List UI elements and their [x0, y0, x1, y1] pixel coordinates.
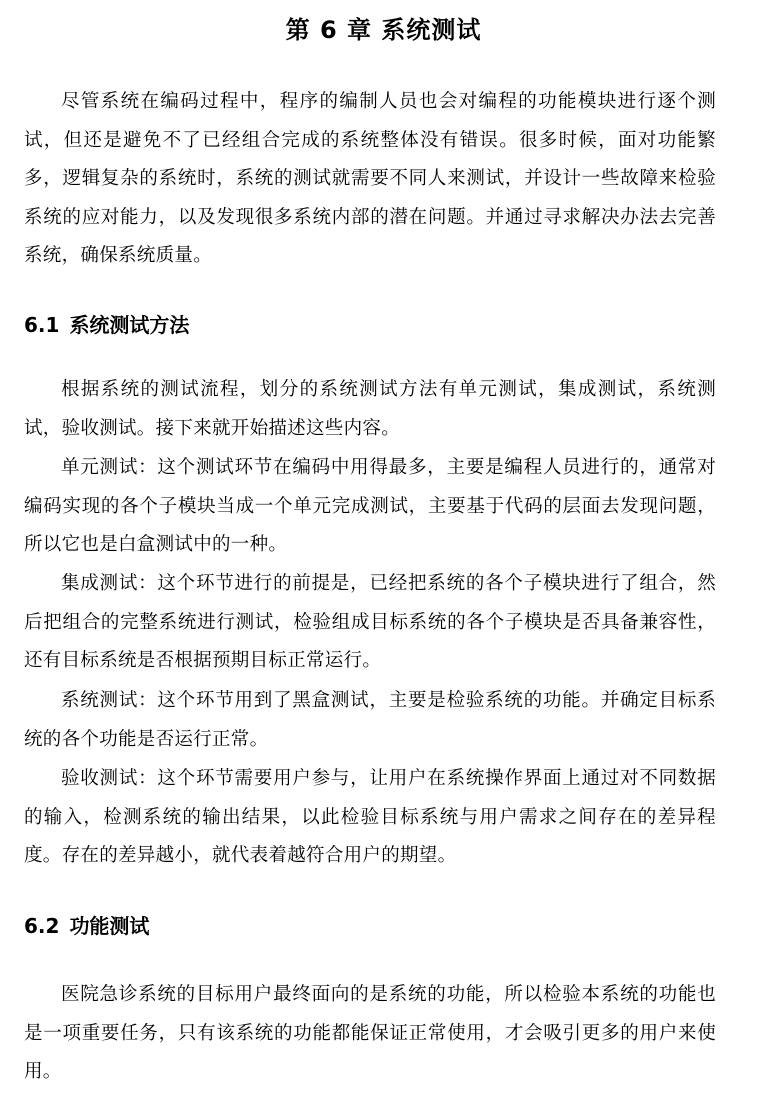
paragraph-unit-testing: 单元测试：这个测试环节在编码中用得最多，主要是编程人员进行的，通常对编码实现的各个子模块当成一个单元完成测试，主要基于代码的层面去发现问题，所以它也是白盒测试中的一种。: [24, 457, 716, 555]
paragraph-acceptance-testing: 验收测试：这个环节需要用户参与，让用户在系统操作界面上通过对不同数据的输入，检测系统的输出结果，以此检验目标系统与用户需求之间存在的差异程度。存在的差异越小，就代表着越符合用户的期望。: [24, 768, 716, 866]
chapter-title: 第 6 章 系统测试: [285, 16, 482, 44]
section-title: 功能测试: [69, 914, 150, 938]
section-heading-6-2: [24, 911, 149, 941]
section-number: 6.1: [24, 313, 60, 337]
paragraph-functional-testing: 医院急诊系统的目标用户最终面向的是系统的功能，所以检验本系统的功能也是一项重要任务，只有该系统的功能都能保证正常使用，才会吸引更多的用户来使用。: [24, 984, 716, 1082]
section-number: 6.2: [24, 914, 60, 938]
section-heading-6-1: [24, 310, 189, 340]
intro-paragraph: 尽管系统在编码过程中，程序的编制人员也会对编程的功能模块进行逐个测试，但还是避免不了已经组合完成的系统整体没有错误。很多时候，面对功能繁多，逻辑复杂的系统时，系统的测试就需要不同人来测试，并设计一些故障来检验系统的应对能力，以及发现很多系统内部的潜在问题。并通过寻求解决办法去完善系统，确保系统质量。: [24, 91, 716, 266]
paragraph-system-testing: 系统测试：这个环节用到了黑盒测试，主要是检验系统的功能。并确定目标系统的各个功能是否运行正常。: [24, 690, 716, 750]
paragraph-integration-testing: 集成测试：这个环节进行的前提是，已经把系统的各个子模块进行了组合，然后把组合的完整系统进行测试，检验组成目标系统的各个子模块是否具备兼容性，还有目标系统是否根据预期目标正常运行。: [24, 573, 716, 671]
paragraph-test-methods-overview: 根据系统的测试流程，划分的系统测试方法有单元测试，集成测试，系统测试，验收测试。接下来就开始描述这些内容。: [24, 379, 716, 439]
section-title: 系统测试方法: [69, 313, 190, 337]
